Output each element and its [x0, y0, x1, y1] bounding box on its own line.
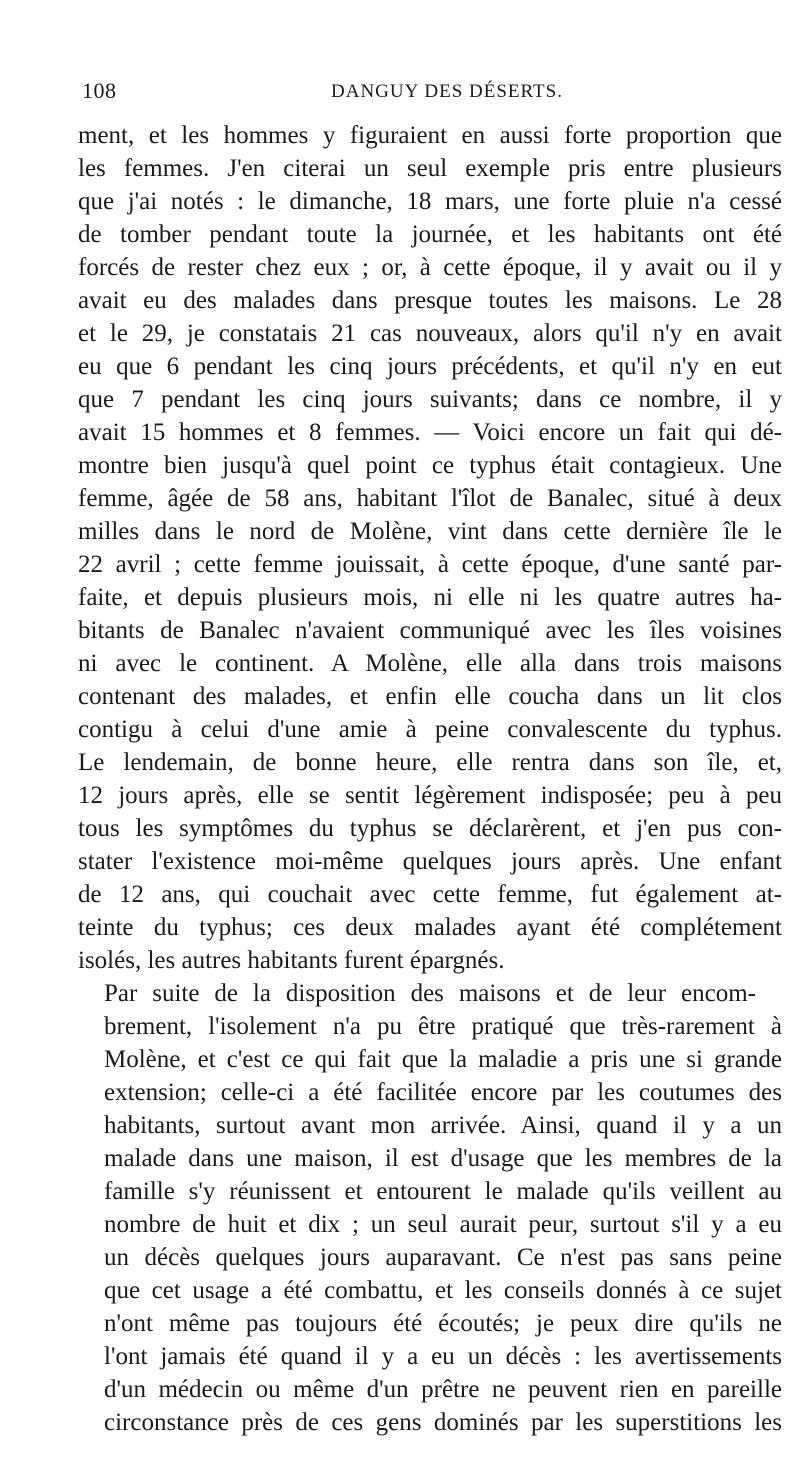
- text-line: femme, âgée de 58 ans, habitant l'îlot de Banalec, situé à deux: [78, 485, 782, 512]
- text-line: bitants de Banalec n'avaient communiqué avec les îles voisines: [78, 617, 782, 644]
- text-line: de tomber pendant toute la journée, et les habitants ont été: [78, 221, 782, 248]
- text-line: un décès quelques jours auparavant. Ce n'est pas sans peine: [104, 1244, 782, 1271]
- text-line: de 12 ans, qui couchait avec cette femme, fut également at-: [78, 881, 782, 908]
- text-line: habitants, surtout avant mon arrivée. Ainsi, quand il y a un: [104, 1112, 782, 1139]
- text-line: les femmes. J'en citerai un seul exemple pris entre plusieurs: [78, 155, 782, 182]
- text-line: ment, et les hommes y figuraient en aussi forte proportion que: [78, 122, 782, 149]
- text-line: faite, et depuis plusieurs mois, ni elle ni les quatre autres ha-: [78, 584, 782, 611]
- text-line: ni avec le continent. A Molène, elle alla dans trois maisons: [78, 650, 782, 677]
- text-line: brement, l'isolement n'a pu être pratiqué que très-rarement à: [104, 1013, 782, 1040]
- text-line: contigu à celui d'une amie à peine convalescente du typhus.: [78, 716, 782, 743]
- text-line: forcés de rester chez eux ; or, à cette époque, il y avait ou il y: [78, 254, 782, 281]
- text-line: teinte du typhus; ces deux malades ayant été complétement: [78, 914, 782, 941]
- paragraph-1: [78, 119, 782, 977]
- text-line: malade dans une maison, il est d'usage que les membres de la: [104, 1145, 782, 1172]
- text-line: nombre de huit et dix ; un seul aurait peur, surtout s'il y a eu: [104, 1211, 782, 1238]
- running-head: [82, 78, 782, 108]
- text-line: Molène, et c'est ce qui fait que la maladie a pris une si grande: [104, 1046, 782, 1073]
- text-line: stater l'existence moi-même quelques jours après. Une enfant: [78, 848, 782, 875]
- text-line: n'ont même pas toujours été écoutés; je peux dire qu'ils ne: [104, 1310, 782, 1337]
- text-line: contenant des malades, et enfin elle coucha dans un lit clos: [78, 683, 782, 710]
- text-line: 22 avril ; cette femme jouissait, à cette époque, d'une santé par-: [78, 551, 782, 578]
- text-line: isolés, les autres habitants furent épargnés.: [78, 947, 505, 974]
- text-line: avait 15 hommes et 8 femmes. — Voici encore un fait qui dé-: [78, 419, 782, 446]
- text-line: que cet usage a été combattu, et les conseils donnés à ce sujet: [104, 1277, 782, 1304]
- running-title: DANGUY DES DÉSERTS.: [331, 81, 563, 102]
- paragraph-2: [78, 977, 782, 1439]
- text-line: extension; celle-ci a été facilitée encore par les coutumes des: [104, 1079, 782, 1106]
- text-line: montre bien jusqu'à quel point ce typhus était contagieux. Une: [78, 452, 782, 479]
- text-line: Par suite de la disposition des maisons et de leur encom-: [104, 980, 756, 1007]
- text-line: Le lendemain, de bonne heure, elle rentra dans son île, et,: [78, 749, 782, 776]
- text-line: que 7 pendant les cinq jours suivants; dans ce nombre, il y: [78, 386, 782, 413]
- text-line: d'un médecin ou même d'un prêtre ne peuvent rien en pareille: [104, 1376, 782, 1403]
- text-line: eu que 6 pendant les cinq jours précédents, et qu'il n'y en eut: [78, 353, 782, 380]
- text-line: famille s'y réunissent et entourent le malade qu'ils veillent au: [104, 1178, 782, 1205]
- text-line: et le 29, je constatais 21 cas nouveaux, alors qu'il n'y en avait: [78, 320, 782, 347]
- body-text: [78, 119, 782, 1439]
- text-line: 12 jours après, elle se sentit légèrement indisposée; peu à peu: [78, 782, 782, 809]
- page-number: 108: [82, 78, 117, 103]
- text-line: que j'ai notés : le dimanche, 18 mars, une forte pluie n'a cessé: [78, 188, 782, 215]
- text-line: l'ont jamais été quand il y a eu un décès : les avertissements: [104, 1343, 782, 1370]
- text-line: avait eu des malades dans presque toutes les maisons. Le 28: [78, 287, 782, 314]
- text-line: milles dans le nord de Molène, vint dans cette dernière île le: [78, 518, 782, 545]
- text-line: tous les symptômes du typhus se déclarèrent, et j'en pus con-: [78, 815, 782, 842]
- text-line: circonstance près de ces gens dominés par les superstitions les: [104, 1409, 782, 1436]
